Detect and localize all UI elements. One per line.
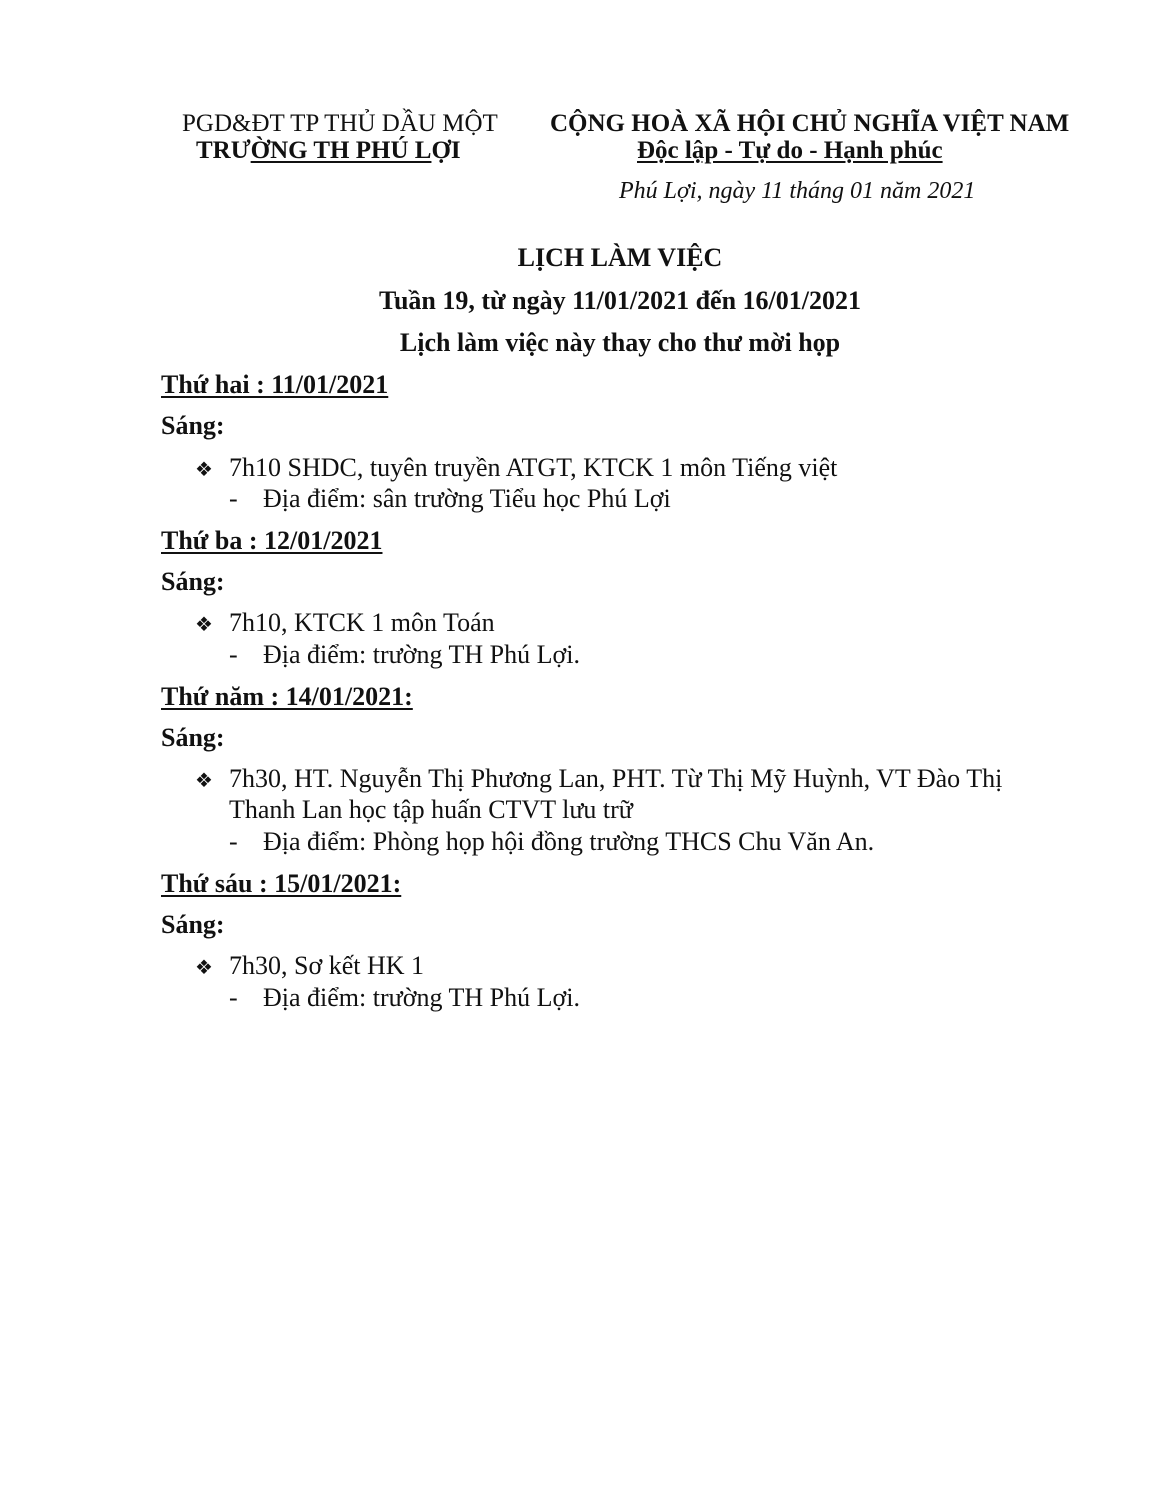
day-heading-monday: Thứ hai : 11/01/2021: [161, 370, 389, 399]
session-label: Sáng:: [161, 567, 225, 596]
location-text: Địa điểm: trường TH Phú Lợi.: [263, 640, 580, 669]
location-text: Địa điểm: Phòng họp hội đồng trường THCS Chu Văn An.: [263, 827, 875, 856]
schedule-item: 7h30, HT. Nguyễn Thị Phương Lan, PHT. Từ Thị Mỹ Huỳnh, VT Đào Thị: [229, 764, 1003, 793]
location-text: Địa điểm: trường TH Phú Lợi.: [263, 983, 580, 1012]
dateline: Phú Lợi, ngày 11 tháng 01 năm 2021: [619, 178, 976, 204]
school-name-part-1: TRƯ: [196, 137, 251, 164]
schedule-item: 7h30, Sơ kết HK 1: [229, 951, 425, 980]
session-label: Sáng:: [161, 723, 225, 752]
location-text: Địa điểm: sân trường Tiểu học Phú Lợi: [263, 484, 671, 513]
national-motto: Độc lập - Tự do - Hạnh phúc: [637, 137, 943, 164]
diamond-bullet-icon: ❖: [195, 459, 213, 481]
session-label: Sáng:: [161, 411, 225, 440]
day-heading-tuesday: Thứ ba : 12/01/2021: [161, 526, 383, 555]
document-title: LỊCH LÀM VIỆC: [517, 243, 723, 272]
dash-marker: -: [229, 640, 238, 669]
dash-marker: -: [229, 484, 238, 513]
week-range: Tuần 19, từ ngày 11/01/2021 đến 16/01/2021: [378, 286, 861, 315]
diamond-bullet-icon: ❖: [195, 614, 213, 636]
school-name-part-3: ỢI: [431, 137, 461, 164]
day-heading-thursday: Thứ năm : 14/01/2021:: [161, 682, 413, 711]
schedule-item: 7h10, KTCK 1 môn Toán: [229, 608, 495, 637]
dash-marker: -: [229, 827, 238, 856]
diamond-bullet-icon: ❖: [195, 770, 213, 792]
school-name: [196, 137, 461, 165]
schedule-item-continued: Thanh Lan học tập huấn CTVT lưu trữ: [229, 795, 633, 824]
department-name: PGD&ĐT TP THỦ DẦU MỘT: [182, 110, 498, 137]
schedule-item: 7h10 SHDC, tuyên truyền ATGT, KTCK 1 môn Tiếng việt: [229, 453, 838, 482]
school-name-part-2: ỜNG TH PHÚ L: [250, 137, 432, 164]
day-heading-friday: Thứ sáu : 15/01/2021:: [161, 869, 402, 898]
title-note: Lịch làm việc này thay cho thư mời họp: [399, 328, 841, 357]
country-name: CỘNG HOÀ XÃ HỘI CHỦ NGHĨA VIỆT NAM: [550, 110, 1070, 137]
diamond-bullet-icon: ❖: [195, 957, 213, 979]
session-label: Sáng:: [161, 910, 225, 939]
dash-marker: -: [229, 983, 238, 1012]
